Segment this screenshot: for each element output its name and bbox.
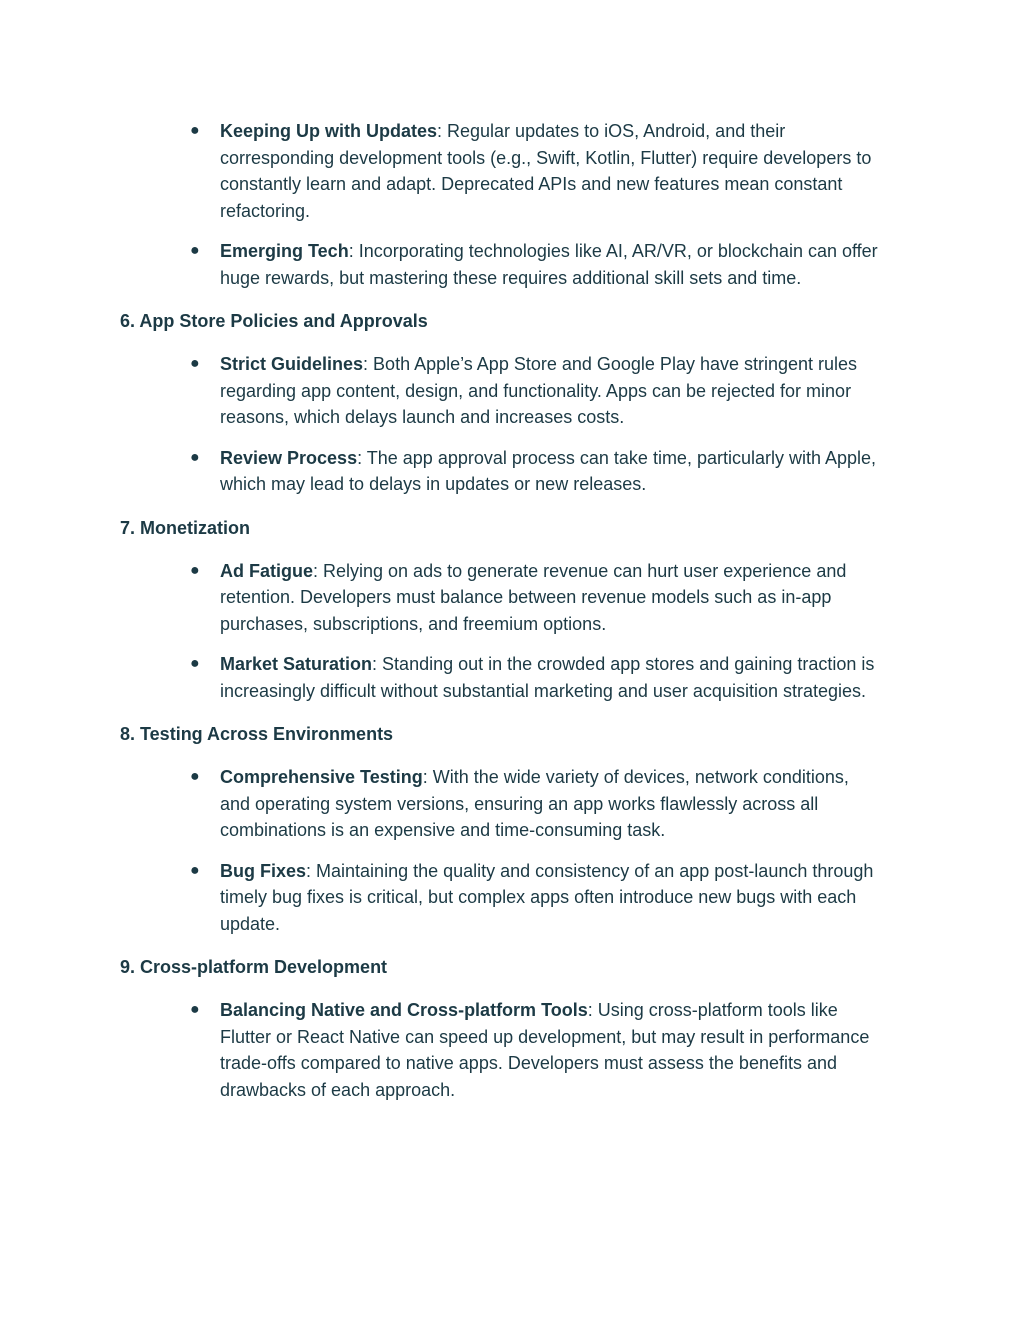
list-item: [190, 118, 880, 224]
item-term: Keeping Up with Updates: [220, 121, 438, 141]
bullet-list: [120, 118, 880, 291]
list-item: [190, 997, 880, 1103]
list-item: [190, 858, 880, 938]
section-heading: 9. Cross-platform Development: [120, 957, 388, 977]
item-term: Review Process: [220, 447, 358, 468]
list-item: [190, 651, 880, 704]
list-item: [190, 445, 880, 498]
item-term: Strict Guidelines: [220, 354, 364, 374]
bullet-icon: ●: [190, 768, 200, 785]
bullet-list: [120, 558, 880, 705]
item-text: : The app approval process can take time, particularly with Apple, which may lead to delays in updates or new releases.: [220, 447, 877, 494]
bullet-icon: ●: [190, 561, 200, 579]
item-text: : Using cross-platform tools like Flutter or React Native can speed up development, but may result in performance trade-offs compared to native apps. Developers must assess the benefits and drawbacks of each approach.: [220, 1000, 870, 1100]
item-text: : Both Apple’s App Store and Google Play have stringent rules regarding app content, design, and functionality. Apps can be rejected for minor reasons, which delays launch and increases costs.: [220, 354, 858, 427]
bullet-icon: ●: [190, 861, 200, 879]
item-term: Comprehensive Testing: [220, 767, 423, 787]
bullet-icon: ●: [190, 122, 200, 139]
list-item: [190, 351, 880, 431]
bullet-list: [120, 351, 880, 498]
list-item: [190, 764, 880, 844]
item-text: : With the wide variety of devices, network conditions, and operating system versions, ensuring an app works flawlessly across all combinations is an expensive and time-consuming task.: [220, 767, 849, 840]
item-text: : Standing out in the crowded app stores and gaining traction is increasingly difficult without substantial marketing and user acquisition strategies.: [220, 654, 875, 701]
section-heading: 8. Testing Across Environments: [120, 724, 394, 744]
bullet-list: [120, 997, 880, 1103]
bullet-icon: ●: [190, 1001, 200, 1018]
item-text: : Incorporating technologies like AI, AR/VR, or blockchain can offer huge rewards, but mastering these requires additional skill sets and time.: [220, 241, 878, 288]
item-term: Emerging Tech: [220, 241, 349, 261]
bullet-icon: ●: [190, 242, 200, 259]
list-item: [190, 558, 880, 638]
item-term: Market Saturation: [220, 654, 373, 674]
item-term: Ad Fatigue: [220, 560, 313, 581]
bullet-icon: ●: [190, 448, 200, 466]
item-text: : Regular updates to iOS, Android, and their corresponding development tools (e.g., Swift, Kotlin, Flutter) require developers to constantly learn and adapt. Deprecated APIs and new features mean constant refactoring.: [220, 121, 872, 221]
item-text: : Maintaining the quality and consistency of an app post-launch through timely bug fixes is critical, but complex apps often introduce new bugs with each update.: [220, 860, 874, 934]
bullet-icon: ●: [190, 355, 200, 372]
bullet-icon: ●: [190, 655, 200, 672]
item-term: Balancing Native and Cross-platform Tools: [220, 1000, 588, 1020]
section-heading: 7. Monetization: [120, 517, 250, 538]
item-text: : Relying on ads to generate revenue can hurt user experience and retention. Developers must balance between revenue models such as in-app purchases, subscriptions, and freemium options.: [220, 560, 847, 634]
section-heading: 6. App Store Policies and Approvals: [120, 311, 428, 331]
item-term: Bug Fixes: [220, 860, 307, 881]
list-item: [190, 238, 880, 291]
bullet-list: [120, 764, 880, 937]
document-content: [120, 118, 880, 1117]
